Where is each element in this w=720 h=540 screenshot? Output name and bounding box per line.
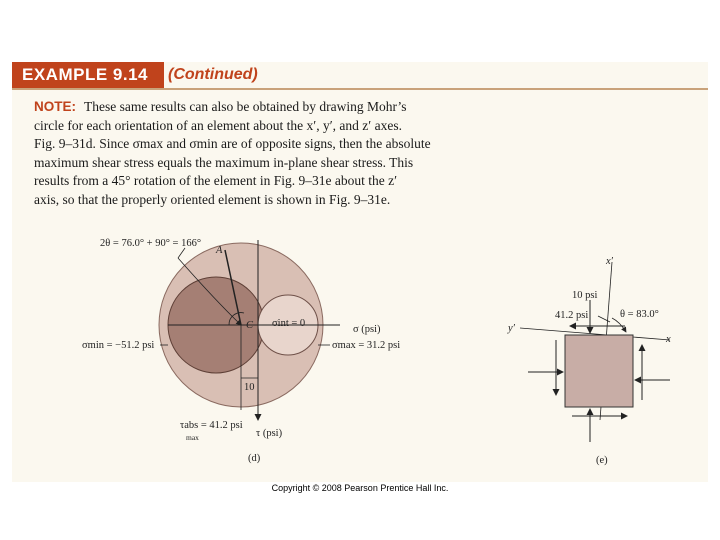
note-text: These same results can also be obtained by drawing Mohr’s circle for each orientation of an element about the x′, y′, and z′ axes. Fig. 9–31d. Since σmax and σmin are of opposite signs, then the absolute maximum shear stress equals the maximum in-plane shear stress. This results from a 45° rotation of the element in Fig. 9–31e about the z′ axis, so that the properly oriented element is shown in Fig. 9–31e.: [34, 99, 431, 207]
center-c-label: C: [246, 320, 254, 331]
x-axis-label: x: [666, 334, 671, 345]
sigma-int-label: σint = 0: [272, 318, 306, 329]
example-label: EXAMPLE 9.14: [12, 62, 164, 88]
stress-element-figure: [507, 256, 671, 466]
sigma-max-label: σmax = 31.2 psi: [332, 340, 401, 351]
ten-psi-label: 10 psi: [572, 290, 598, 301]
mohr-circles-figure: [82, 238, 400, 464]
stress-element: [565, 335, 633, 407]
x-prime-label: x′: [606, 256, 613, 267]
theta-label: θ = 83.0°: [620, 309, 659, 320]
theta-arc: [612, 318, 626, 332]
figure-e-caption: (e): [596, 455, 608, 466]
sigma-min-label: σmin = −51.2 psi: [82, 340, 155, 351]
copyright-footer: Copyright © 2008 Pearson Prentice Hall Inc.: [271, 483, 449, 493]
tau-abs-sub-label: max: [186, 433, 199, 442]
tau-axis-label: τ (psi): [256, 428, 283, 439]
y-prime-label: y′: [508, 323, 515, 334]
point-a-label: A: [216, 245, 223, 256]
note-label: NOTE:: [34, 99, 76, 114]
tau-abs-label: τabs = 41.2 psi: [180, 420, 243, 431]
figure-d-caption: (d): [248, 453, 261, 464]
sigma-axis-label: σ (psi): [353, 324, 381, 335]
angle-leader: [178, 248, 185, 258]
continued-label: (Continued): [168, 66, 258, 83]
angle-label: 2θ = 76.0° + 90° = 166°: [100, 238, 202, 249]
tau-value-label: 41.2 psi: [555, 310, 589, 321]
dim-ten-label: 10: [244, 382, 255, 393]
